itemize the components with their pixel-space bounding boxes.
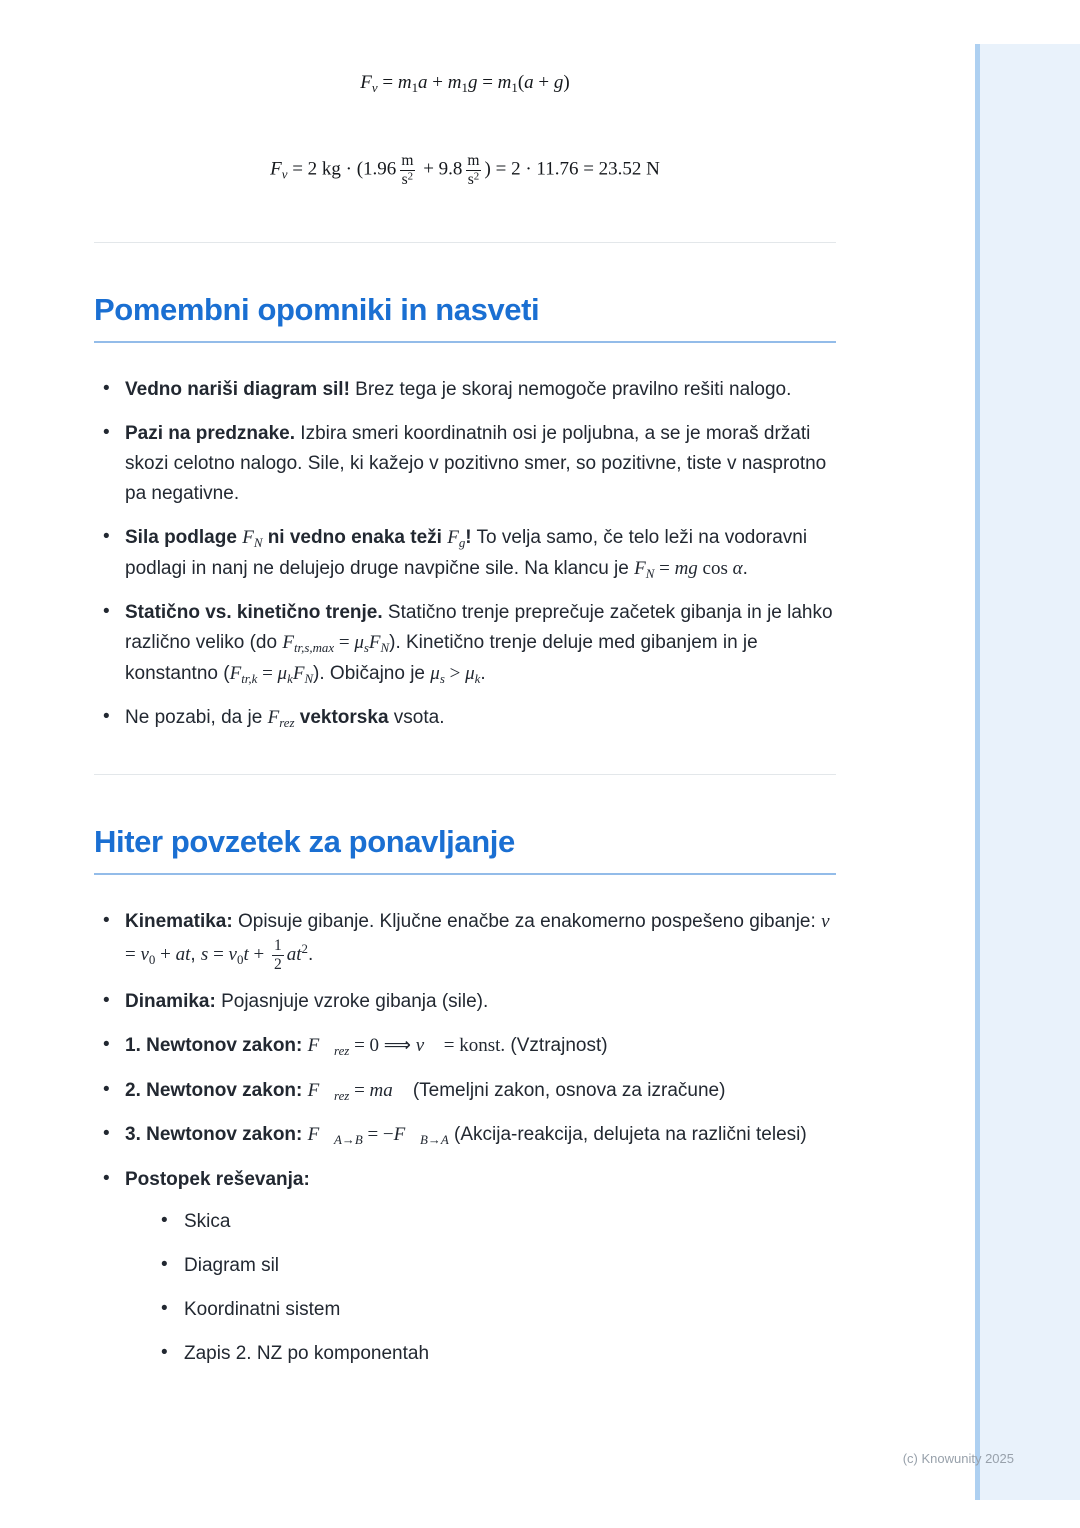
bullet-text: Sila podlage $F_N$ ni vedno enaka teži $F_g$! To velja samo, če telo leži na vodoravni podlagi in nanj ne delujejo druge navpične sile. Na klancu je $F_N$ = mg cos α. [125, 527, 808, 581]
sub-bullet-text: Koordinatni sistem [184, 1298, 341, 1320]
bullet-list-summary [94, 907, 836, 1369]
sub-bullet-item [158, 1251, 836, 1281]
sub-bullet-item [158, 1295, 836, 1325]
bullet-item [94, 1031, 836, 1062]
page-edge-stripe [975, 44, 1080, 1500]
bullet-item [94, 1120, 836, 1151]
section-title-underline [94, 341, 836, 343]
bullet-dot: • [161, 1341, 168, 1363]
bullet-dot: • [103, 378, 110, 400]
bullet-dot: • [103, 990, 110, 1011]
bullet-item [94, 987, 836, 1017]
fraction: $\frac{m}{s^2}$ [401, 152, 414, 188]
bullet-item [94, 703, 836, 734]
bullet-item [94, 907, 836, 973]
bullet-dot: • [103, 1123, 110, 1145]
bullet-dot: • [161, 1297, 168, 1319]
bullet-dot: • [161, 1209, 168, 1231]
bullet-text: Vedno nariši diagram sil! Brez tega je skoraj nemogoče pravilno rešiti nalogo. [125, 379, 792, 401]
bullet-text: 2. Newtonov zakon: $F⃗_{rez}$ = ma⃗ (Temeljni zakon, osnova za izračune) [125, 1079, 726, 1103]
section-title-underline [94, 873, 836, 875]
bullet-text: Statično vs. kinetično trenje. Statično trenje preprečuje začetek gibanja in je lahko različno veliko (do $F_{tr,s,max} = \mu_sF_N$). Kinetično trenje deluje med gibanjem in je konstantno $(F_{tr,k} = \mu_kF_N)$. Običajno je $\mu_s > \mu_k$. [125, 602, 833, 686]
bullet-dot: • [103, 1167, 110, 1189]
bullet-dot: • [161, 1253, 168, 1275]
bullet-text: 1. Newtonov zakon: $F⃗_{rez} = 0$ ⟹ v⃗ = konst. (Vztrajnost) [125, 1035, 608, 1059]
sub-bullet-text: Zapis 2. NZ po komponentah [184, 1342, 430, 1364]
bullet-text: Pazi na predznake. Izbira smeri koordinatnih osi je poljubna, a se je moraš držati skozi celotno nalogo. Sile, ki kažejo v pozitivno smer, so pozitivne, tiste v nasprotno pa negativne. [125, 423, 827, 505]
bullet-dot: • [103, 910, 110, 932]
section-divider [94, 242, 836, 243]
copyright-footer: (c) Knowunity 2025 [902, 1451, 1014, 1466]
bullet-dot: • [103, 1034, 110, 1056]
bullet-text: Dinamika: Pojasnjuje vzroke gibanja (sile). [125, 991, 489, 1012]
sub-bullet-text: Skica [184, 1210, 231, 1232]
bullet-text: Postopek reševanja: [125, 1168, 310, 1190]
bullet-text: Kinematika: Opisuje gibanje. Ključne enačbe za enakomerno pospešeno gibanje: $v = v_0$ + at, $s = v_0t$ + $\frac{1}{2}$ $at^2$. [125, 911, 830, 973]
bullet-dot: • [103, 601, 110, 623]
sub-bullet-item [158, 1339, 836, 1369]
page-content [94, 0, 836, 1369]
bullet-text: 3. Newtonov zakon: $F⃗_{A\to B}$ = $-F⃗_{B\to A}$ (Akcija-reakcija, delujeta na različni telesi) [125, 1124, 807, 1148]
sub-bullet-item [158, 1207, 836, 1237]
sub-bullet-list [158, 1207, 836, 1369]
bullet-text: Ne pozabi, da je $F_{rez}$ vektorska vsota. [125, 707, 445, 731]
bullet-item [94, 523, 836, 584]
fraction: $\frac{1}{2}$ [273, 937, 282, 973]
bullet-item [94, 419, 836, 509]
section-notes [94, 291, 836, 734]
bullet-dot: • [103, 526, 110, 548]
bullet-item [94, 598, 836, 689]
formula-fv-general: $F_v = m_1a + m_1g = m_1(a + g)$ [360, 72, 570, 96]
bullet-item [94, 375, 836, 405]
bullet-dot: • [103, 1078, 110, 1100]
bullet-dot: • [103, 422, 110, 444]
section-title-notes: Pomembni opomniki in nasveti [94, 292, 540, 327]
formula-fv-numeric: $F_v = 2$ kg · (1.96 $\frac{m}{s^2}$ + 9.8 $\frac{m}{s^2}$ ) = 2 · 11.76 = 23.52 N [270, 152, 660, 188]
bullet-dot: • [103, 706, 110, 728]
section-divider [94, 774, 836, 775]
bullet-item [94, 1076, 836, 1107]
sub-bullet-text: Diagram sil [184, 1254, 280, 1276]
section-summary [94, 823, 836, 1369]
bullet-list-notes [94, 375, 836, 734]
section-title-summary: Hiter povzetek za ponavljanje [94, 823, 515, 859]
bullet-item [94, 1165, 836, 1369]
fraction: $\frac{m}{s^2}$ [467, 152, 480, 188]
